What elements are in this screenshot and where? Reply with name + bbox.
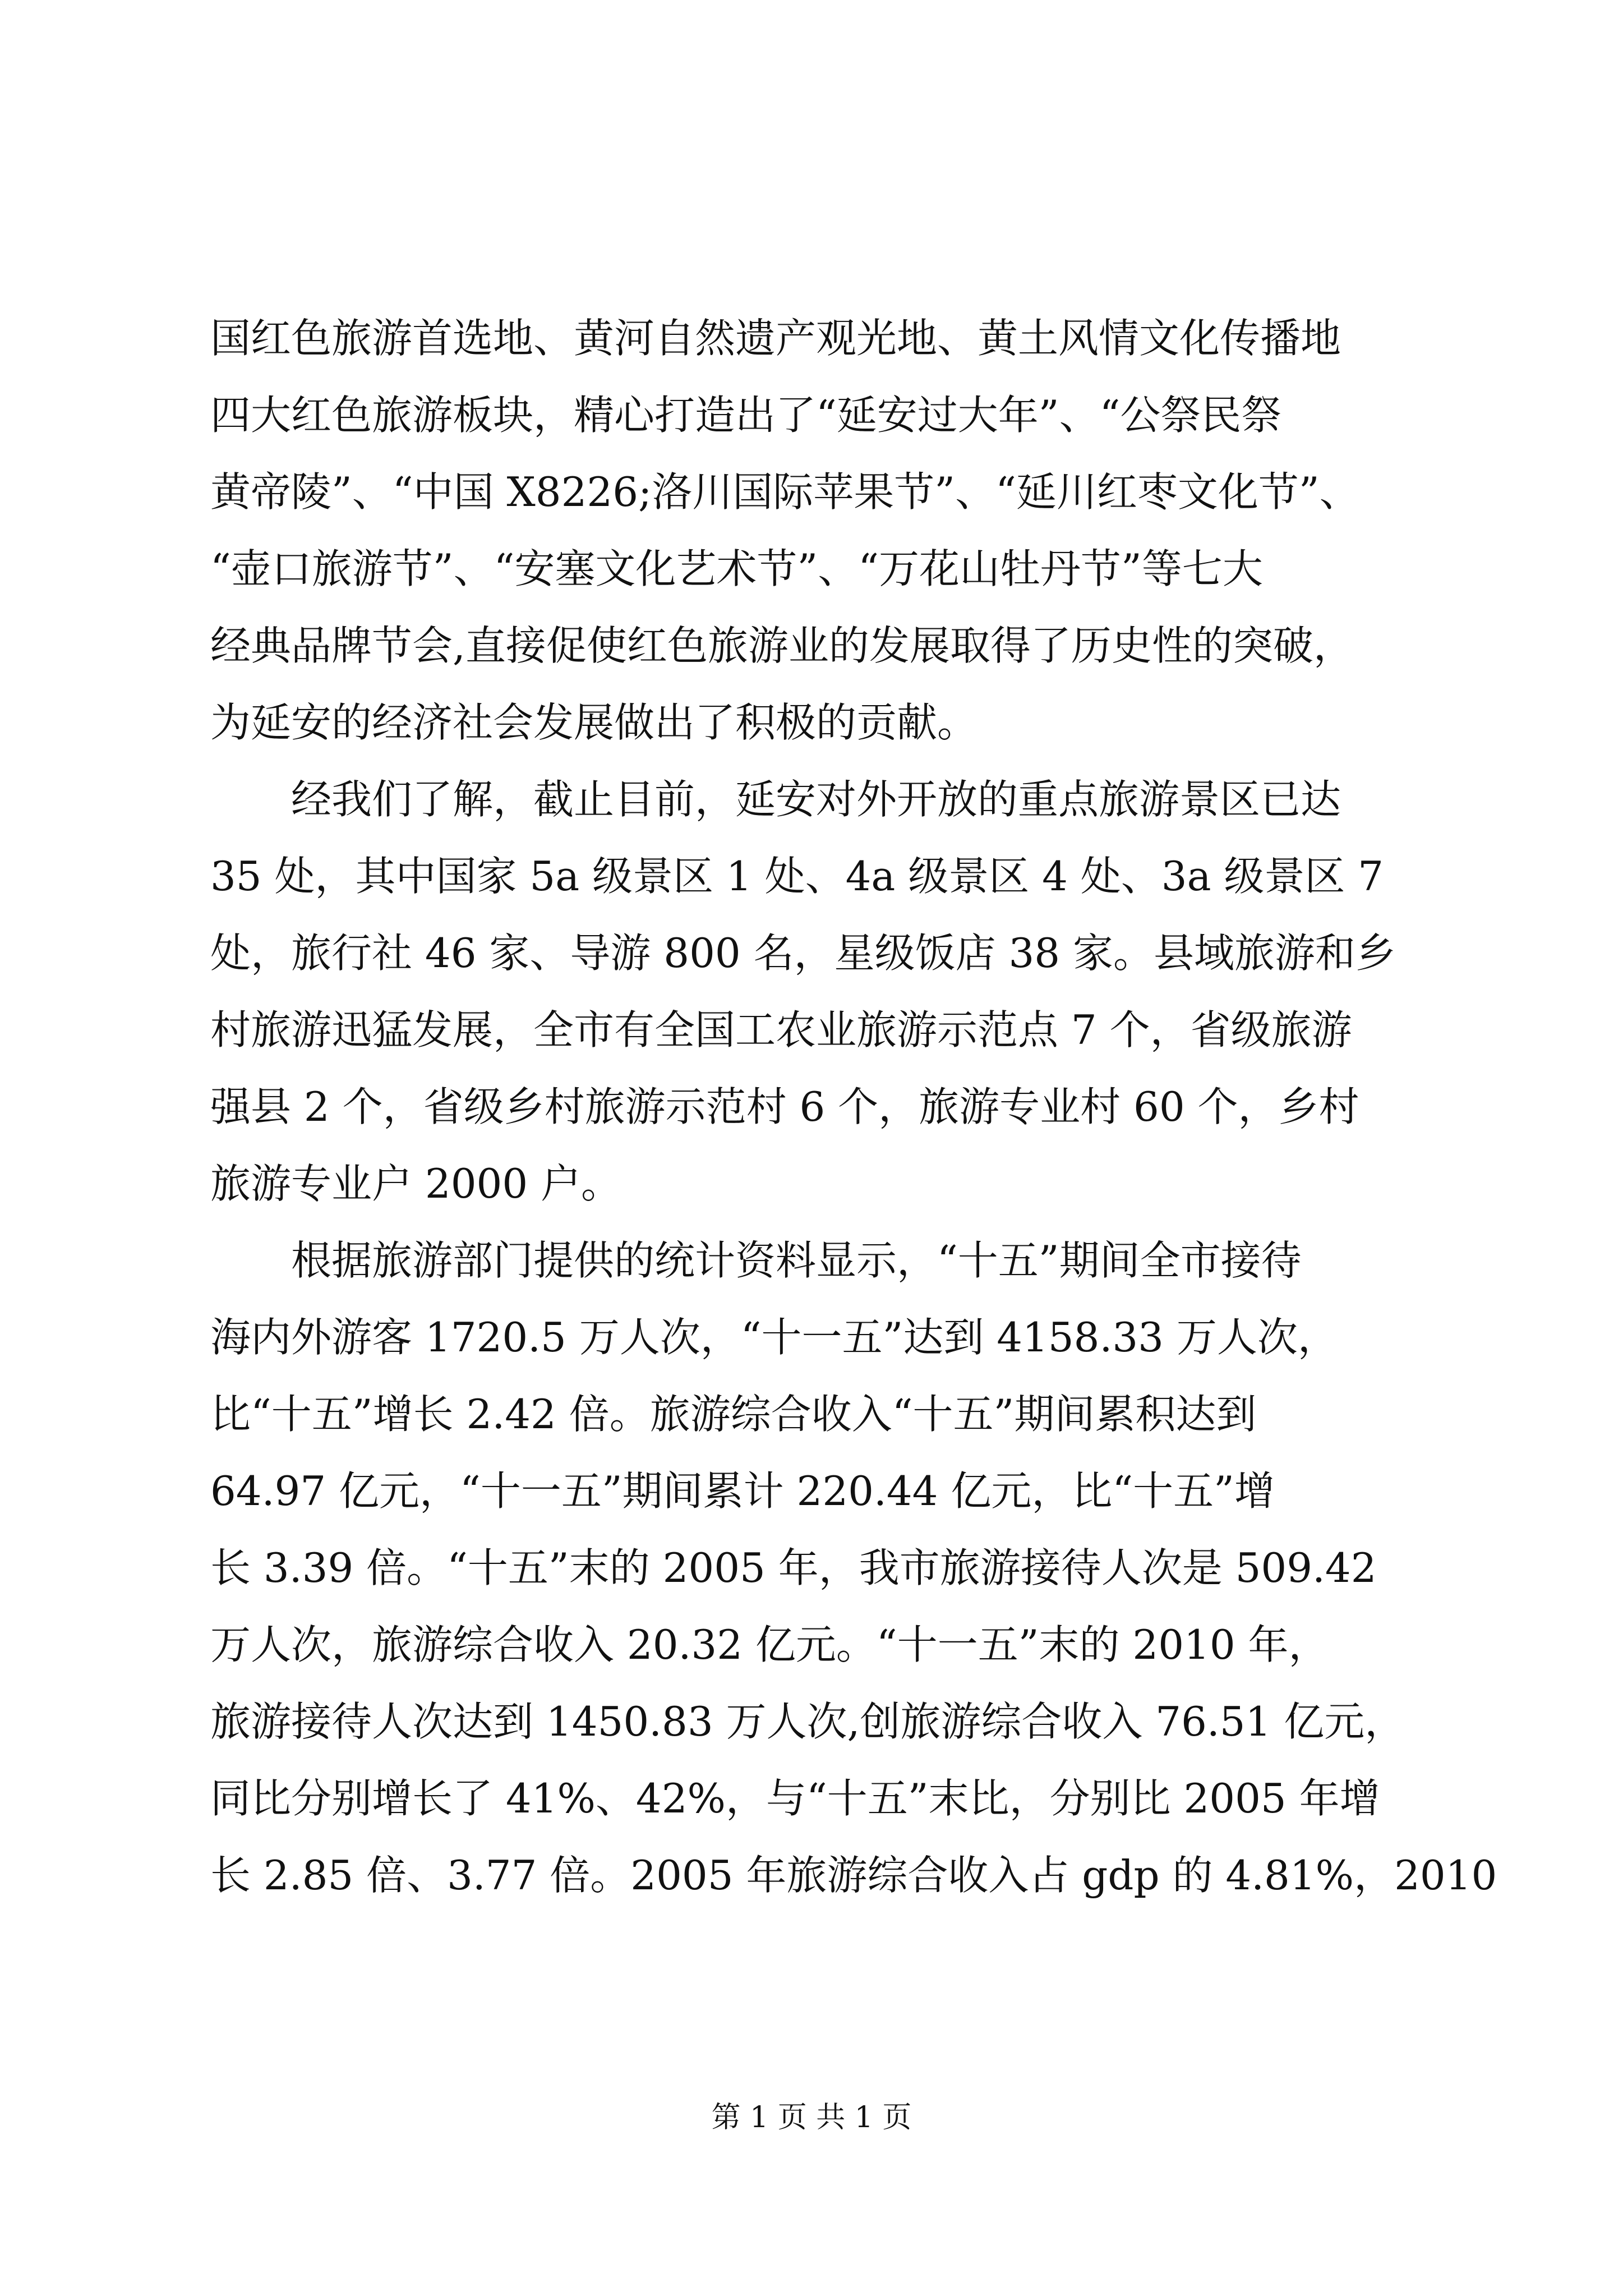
paragraph-1 xyxy=(210,300,1427,761)
text-line: “壶口旅游节”、“安塞文化艺术节”、“万花山牡丹节”等七大 xyxy=(210,545,1263,592)
text-line: 村旅游迅猛发展，全市有全国工农业旅游示范点 7 个，省级旅游 xyxy=(210,1006,1352,1053)
text-line: 长 2.85 倍、3.77 倍。2005 年旅游综合收入占 gdp 的 4.81%，2010 xyxy=(210,1852,1497,1899)
paragraph-2 xyxy=(210,761,1427,1222)
text-line: 同比分别增长了 41%、42%，与“十五”末比，分别比 2005 年增 xyxy=(210,1775,1380,1822)
text-line: 比“十五”增长 2.42 倍。旅游综合收入“十五”期间累积达到 xyxy=(210,1391,1257,1438)
page-footer: 第 1 页 共 1 页 xyxy=(711,2101,912,2134)
text-line: 四大红色旅游板块，精心打造出了“延安过大年”、“公祭民祭 xyxy=(210,392,1282,439)
text-line: 黄帝陵”、“中国 X8226;洛川国际苹果节”、“延川红枣文化节”、 xyxy=(210,468,1360,516)
text-line: 旅游专业户 2000 户。 xyxy=(210,1160,622,1207)
text-line: 海内外游客 1720.5 万人次，“十一五”达到 4158.33 万人次， xyxy=(210,1314,1338,1361)
paragraph-3 xyxy=(210,1222,1497,1914)
text-line: 长 3.39 倍。“十五”末的 2005 年，我市旅游接待人次是 509.42 xyxy=(210,1544,1377,1591)
text-line: 强县 2 个，省级乡村旅游示范村 6 个，旅游专业村 60 个，乡村 xyxy=(210,1083,1359,1130)
text-line: 万人次，旅游综合收入 20.32 亿元。“十一五”末的 2010 年， xyxy=(210,1621,1329,1668)
text-line: 经我们了解，截止目前，延安对外开放的重点旅游景区已达 xyxy=(210,776,1341,823)
text-line: 经典品牌节会,直接促使红色旅游业的发展取得了历史性的突破， xyxy=(210,622,1354,669)
text-line: 国红色旅游首选地、黄河自然遗产观光地、黄土风情文化传播地 xyxy=(210,315,1341,362)
document-body xyxy=(210,300,1497,1914)
text-line: 处，旅行社 46 家、导游 800 名，星级饭店 38 家。县域旅游和乡 xyxy=(210,930,1396,977)
text-line: 根据旅游部门提供的统计资料显示，“十五”期间全市接待 xyxy=(210,1237,1302,1284)
text-line: 64.97 亿元，“十一五”期间累计 220.44 亿元，比“十五”增 xyxy=(210,1467,1275,1515)
text-line: 旅游接待人次达到 1450.83 万人次,创旅游综合收入 76.51 亿元， xyxy=(210,1698,1405,1745)
text-line: 为延安的经济社会发展做出了积极的贡献。 xyxy=(210,699,978,746)
text-line: 35 处，其中国家 5a 级景区 1 处、4a 级景区 4 处、3a 级景区 7 xyxy=(210,853,1384,900)
